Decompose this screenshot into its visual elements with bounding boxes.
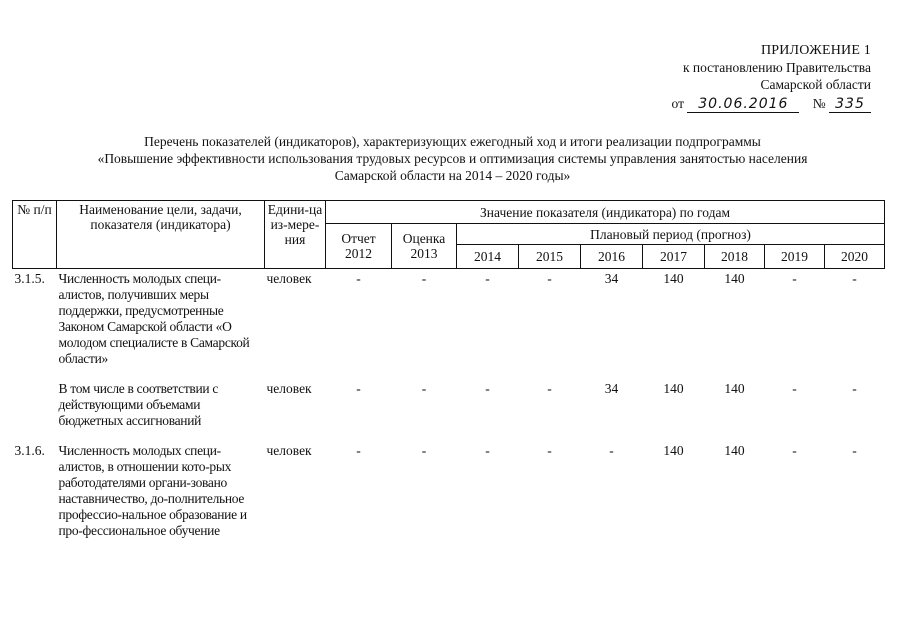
table-row bbox=[13, 443, 885, 553]
indicator-unit: человек bbox=[266, 381, 312, 396]
indicator-value: - bbox=[852, 381, 857, 396]
indicator-value: - bbox=[421, 443, 427, 458]
header-name: Наименование цели, задачи, показателя (индикатора) bbox=[57, 201, 265, 269]
from-label: от bbox=[671, 96, 684, 111]
indicator-value: - bbox=[765, 269, 825, 382]
appendix-date-line bbox=[611, 95, 871, 113]
indicator-value: - bbox=[825, 269, 885, 382]
indicator-value: - bbox=[485, 443, 490, 458]
row-number bbox=[13, 381, 57, 443]
indicator-value: 140 bbox=[643, 269, 705, 382]
indicator-value: - bbox=[547, 381, 552, 396]
document-title bbox=[0, 133, 905, 184]
header-year-2017: 2017 bbox=[643, 245, 705, 269]
appendix-line-2: к постановлению Правительства bbox=[682, 60, 871, 75]
indicator-value: - bbox=[547, 443, 552, 458]
indicator-name: Численность молодых специ-алистов, получивших меры поддержки, предусмотренные Законом Самарской области «О молодом специалисте в Самарской области» bbox=[57, 269, 265, 382]
document-title-line-2: «Повышение эффективности использования трудовых ресурсов и оптимизация системы управления занятостью населения bbox=[97, 151, 808, 166]
appendix-line-3: Самарской области bbox=[760, 77, 871, 92]
indicator-value: - bbox=[852, 443, 857, 458]
indicator-value: - bbox=[421, 381, 427, 396]
header-year-2020: 2020 bbox=[825, 245, 885, 269]
indicator-value: - bbox=[792, 443, 797, 458]
number-label: № bbox=[812, 96, 826, 111]
indicator-value: 140 bbox=[724, 381, 745, 396]
indicator-value: - bbox=[356, 381, 361, 396]
indicator-value: - bbox=[326, 269, 392, 382]
row-number: 3.1.5. bbox=[13, 269, 57, 382]
indicators-table bbox=[12, 200, 885, 553]
indicator-value: - bbox=[457, 269, 519, 382]
indicator-value: 34 bbox=[581, 269, 643, 382]
indicator-value: 140 bbox=[705, 269, 765, 382]
row-number: 3.1.6. bbox=[14, 443, 45, 458]
document-title-line-1: Перечень показателей (индикаторов), характеризующих ежегодный ход и итоги реализации подпрограммы bbox=[144, 134, 761, 149]
header-year-2015: 2015 bbox=[519, 245, 581, 269]
appendix-title: ПРИЛОЖЕНИЕ 1 bbox=[760, 43, 871, 58]
indicator-value: - bbox=[792, 381, 797, 396]
indicator-value: - bbox=[485, 381, 490, 396]
indicator-value: - bbox=[609, 443, 614, 458]
header-values-group: Значение показателя (индикатора) по годам bbox=[326, 201, 885, 224]
header-year-2018: 2018 bbox=[705, 245, 765, 269]
indicator-name: В том числе в соответствии с действующими объемами бюджетных ассигнований bbox=[58, 381, 219, 428]
indicator-unit: человек bbox=[265, 269, 326, 382]
indicator-value: 140 bbox=[724, 443, 745, 458]
document-title-line-3: Самарской области на 2014 – 2020 годы» bbox=[334, 168, 571, 183]
table-row bbox=[13, 269, 885, 382]
indicator-value: - bbox=[519, 269, 581, 382]
header-unit: Едини-ца из-мере-ния bbox=[265, 201, 326, 269]
header-year-2014: 2014 bbox=[457, 245, 519, 269]
table-row bbox=[13, 381, 885, 443]
header-year-2019: 2019 bbox=[765, 245, 825, 269]
header-num: № п/п bbox=[13, 201, 57, 269]
header-report-2012: Отчет 2012 bbox=[326, 224, 392, 269]
header-year-2016: 2016 bbox=[581, 245, 643, 269]
header-plan-group: Плановый период (прогноз) bbox=[457, 224, 885, 245]
indicator-value: 34 bbox=[604, 381, 619, 396]
indicator-value: - bbox=[392, 269, 457, 382]
handwritten-number: 335 bbox=[829, 97, 871, 113]
indicator-value: 140 bbox=[663, 381, 684, 396]
handwritten-date: 30.06.2016 bbox=[687, 97, 799, 113]
indicator-value: - bbox=[356, 443, 361, 458]
indicator-unit: человек bbox=[266, 443, 312, 458]
header-estimate-2013: Оценка 2013 bbox=[392, 224, 457, 269]
appendix-block bbox=[611, 42, 871, 113]
indicator-name: Численность молодых специ-алистов, в отношении кото-рых работодателями органи-зовано наставничество, до-полнительное профессио-нальное образование и про-фессиональное обучение bbox=[58, 443, 247, 538]
indicator-value: 140 bbox=[663, 443, 684, 458]
